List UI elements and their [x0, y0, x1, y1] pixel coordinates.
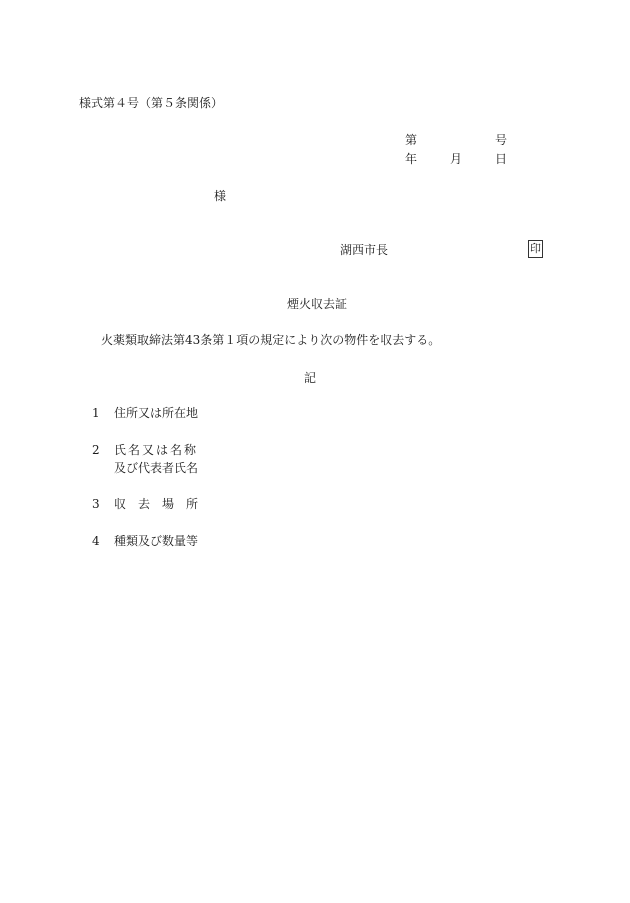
item-label: 住所又は所在地 — [114, 406, 199, 420]
item-number: 2 — [92, 443, 100, 457]
form-number: 様式第４号（第５条関係） — [79, 96, 224, 110]
date-month: 月 — [450, 152, 463, 166]
addressee-suffix: 様 — [214, 189, 227, 203]
ki-label: 記 — [304, 371, 317, 385]
seal-mark: 印 — [528, 240, 543, 258]
item-label: 氏名又は名称 — [114, 443, 199, 457]
date-year: 年 — [405, 152, 418, 166]
number-suffix: 号 — [495, 133, 508, 147]
issuer-title: 湖西市長 — [340, 243, 389, 257]
statement-text: 火薬類取締法第43条第１項の規定により次の物件を収去する。 — [101, 333, 441, 347]
item-number: 1 — [92, 406, 100, 420]
item-label-line2: 及び代表者氏名 — [114, 461, 199, 475]
item-label: 収 去 場 所 — [114, 497, 199, 511]
item-number: 3 — [92, 497, 100, 511]
item-number: 4 — [92, 534, 100, 548]
date-day: 日 — [495, 152, 508, 166]
item-label: 種類及び数量等 — [114, 534, 199, 548]
document-title: 煙火収去証 — [287, 297, 348, 311]
number-prefix: 第 — [405, 133, 418, 147]
